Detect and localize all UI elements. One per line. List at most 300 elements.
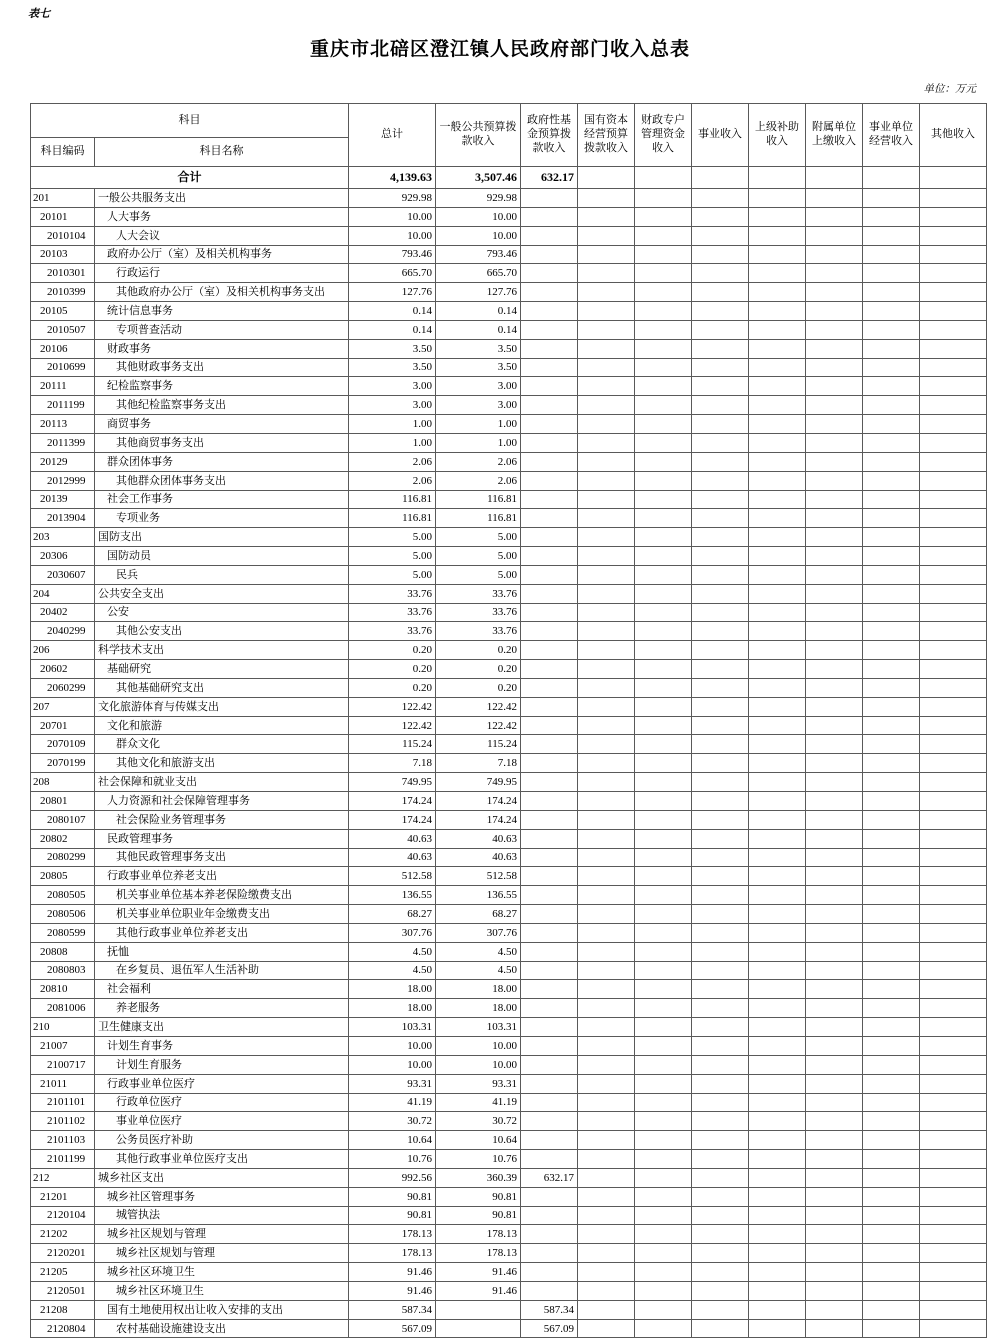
value-cell <box>578 1131 635 1150</box>
value-cell <box>578 1244 635 1263</box>
value-cell <box>635 358 692 377</box>
value-cell <box>749 1319 806 1338</box>
value-cell <box>806 528 863 547</box>
value-cell <box>806 867 863 886</box>
value-cell <box>578 320 635 339</box>
subject-name-cell: 其他群众团体事务支出 <box>95 471 349 490</box>
value-cell <box>863 1319 920 1338</box>
value-cell: 93.31 <box>349 1074 436 1093</box>
table-row <box>31 810 987 829</box>
subject-code-cell: 2070199 <box>31 754 95 773</box>
value-cell <box>692 754 749 773</box>
table-row <box>31 1018 987 1037</box>
table-row <box>31 697 987 716</box>
header-col-other-income: 其他收入 <box>920 104 987 167</box>
header-col-superior-subsidy-income: 上级补助收入 <box>749 104 806 167</box>
table-row <box>31 603 987 622</box>
value-cell: 2.06 <box>349 471 436 490</box>
subject-code-cell: 20306 <box>31 547 95 566</box>
value-cell <box>521 189 578 208</box>
value-cell <box>578 226 635 245</box>
value-cell: 512.58 <box>436 867 521 886</box>
value-cell <box>692 1168 749 1187</box>
table-row <box>31 905 987 924</box>
table-row <box>31 471 987 490</box>
table-row <box>31 207 987 226</box>
value-cell <box>692 641 749 660</box>
value-cell: 1.00 <box>436 415 521 434</box>
value-cell <box>521 302 578 321</box>
subject-code-cell: 203 <box>31 528 95 547</box>
subject-name-cell: 群众团体事务 <box>95 452 349 471</box>
value-cell <box>806 584 863 603</box>
value-cell <box>863 942 920 961</box>
value-cell <box>692 1281 749 1300</box>
value-cell <box>749 773 806 792</box>
subject-code-cell: 2012999 <box>31 471 95 490</box>
subject-code-cell: 20106 <box>31 339 95 358</box>
subject-name-cell: 统计信息事务 <box>95 302 349 321</box>
value-cell <box>692 302 749 321</box>
value-cell <box>749 886 806 905</box>
value-cell: 4,139.63 <box>349 167 436 189</box>
table-row <box>31 377 987 396</box>
value-cell <box>806 603 863 622</box>
value-cell <box>692 810 749 829</box>
value-cell <box>863 999 920 1018</box>
value-cell: 2.06 <box>349 452 436 471</box>
value-cell <box>578 905 635 924</box>
value-cell: 0.20 <box>436 678 521 697</box>
subject-code-cell: 20602 <box>31 660 95 679</box>
value-cell <box>578 415 635 434</box>
value-cell: 10.00 <box>436 207 521 226</box>
value-cell <box>578 678 635 697</box>
value-cell <box>863 622 920 641</box>
value-cell <box>749 320 806 339</box>
value-cell <box>692 678 749 697</box>
value-cell <box>920 320 987 339</box>
value-cell <box>806 490 863 509</box>
subject-name-cell: 城乡社区支出 <box>95 1168 349 1187</box>
value-cell <box>692 905 749 924</box>
subject-name-cell: 其他行政事业单位医疗支出 <box>95 1150 349 1169</box>
value-cell <box>863 923 920 942</box>
value-cell <box>635 1112 692 1131</box>
value-cell <box>920 377 987 396</box>
table-row <box>31 1300 987 1319</box>
value-cell <box>920 886 987 905</box>
value-cell <box>806 1319 863 1338</box>
value-cell: 178.13 <box>436 1244 521 1263</box>
table-row <box>31 433 987 452</box>
value-cell <box>635 961 692 980</box>
value-cell: 307.76 <box>436 923 521 942</box>
value-cell: 4.50 <box>349 942 436 961</box>
grand-total-label: 合计 <box>31 167 349 189</box>
value-cell <box>920 810 987 829</box>
income-table-body <box>31 167 987 1338</box>
value-cell <box>806 1281 863 1300</box>
value-cell <box>749 490 806 509</box>
value-cell <box>692 167 749 189</box>
value-cell <box>863 396 920 415</box>
subject-code-cell: 21202 <box>31 1225 95 1244</box>
table-row <box>31 792 987 811</box>
subject-code-cell: 20801 <box>31 792 95 811</box>
value-cell <box>863 1263 920 1282</box>
value-cell <box>920 1244 987 1263</box>
value-cell <box>749 1281 806 1300</box>
value-cell <box>578 1187 635 1206</box>
value-cell <box>749 1225 806 1244</box>
value-cell <box>749 452 806 471</box>
value-cell <box>578 167 635 189</box>
subject-code-cell: 210 <box>31 1018 95 1037</box>
value-cell: 178.13 <box>436 1225 521 1244</box>
value-cell <box>692 1131 749 1150</box>
subject-code-cell: 2080107 <box>31 810 95 829</box>
value-cell: 91.46 <box>436 1263 521 1282</box>
subject-name-cell: 纪检监察事务 <box>95 377 349 396</box>
value-cell <box>863 509 920 528</box>
subject-name-cell: 人大事务 <box>95 207 349 226</box>
value-cell: 33.76 <box>436 603 521 622</box>
value-cell <box>692 1055 749 1074</box>
value-cell <box>806 189 863 208</box>
value-cell <box>692 509 749 528</box>
table-row <box>31 264 987 283</box>
value-cell <box>806 923 863 942</box>
value-cell <box>806 961 863 980</box>
value-cell <box>806 396 863 415</box>
subject-name-cell: 人力资源和社会保障管理事务 <box>95 792 349 811</box>
value-cell: 10.00 <box>349 226 436 245</box>
value-cell <box>749 1018 806 1037</box>
value-cell <box>749 867 806 886</box>
value-cell: 116.81 <box>436 490 521 509</box>
value-cell <box>578 547 635 566</box>
value-cell: 5.00 <box>349 528 436 547</box>
value-cell <box>920 584 987 603</box>
value-cell <box>806 1187 863 1206</box>
value-cell <box>692 773 749 792</box>
value-cell: 18.00 <box>349 980 436 999</box>
value-cell <box>749 829 806 848</box>
subject-code-cell: 2080299 <box>31 848 95 867</box>
value-cell <box>635 1055 692 1074</box>
value-cell <box>749 792 806 811</box>
value-cell: 4.50 <box>436 942 521 961</box>
value-cell <box>863 641 920 660</box>
value-cell: 3.00 <box>349 377 436 396</box>
value-cell <box>692 584 749 603</box>
value-cell <box>578 1206 635 1225</box>
value-cell: 33.76 <box>349 603 436 622</box>
value-cell <box>635 999 692 1018</box>
value-cell <box>635 339 692 358</box>
value-cell <box>692 283 749 302</box>
table-row <box>31 716 987 735</box>
value-cell <box>521 641 578 660</box>
table-number-label: 表七 <box>28 8 50 20</box>
value-cell <box>920 339 987 358</box>
value-cell <box>920 792 987 811</box>
value-cell <box>635 980 692 999</box>
value-cell <box>863 264 920 283</box>
value-cell <box>806 452 863 471</box>
value-cell: 122.42 <box>436 697 521 716</box>
subject-name-cell: 行政事业单位养老支出 <box>95 867 349 886</box>
subject-code-cell: 2011199 <box>31 396 95 415</box>
table-row <box>31 999 987 1018</box>
subject-code-cell: 206 <box>31 641 95 660</box>
value-cell <box>635 1225 692 1244</box>
value-cell <box>863 452 920 471</box>
value-cell <box>863 905 920 924</box>
value-cell <box>806 1074 863 1093</box>
value-cell <box>863 792 920 811</box>
value-cell <box>578 302 635 321</box>
subject-code-cell: 2010104 <box>31 226 95 245</box>
table-row <box>31 565 987 584</box>
value-cell: 307.76 <box>349 923 436 942</box>
value-cell <box>749 1112 806 1131</box>
value-cell <box>578 961 635 980</box>
value-cell <box>806 792 863 811</box>
value-cell <box>521 848 578 867</box>
value-cell: 40.63 <box>349 848 436 867</box>
value-cell <box>863 660 920 679</box>
value-cell: 116.81 <box>349 509 436 528</box>
subject-code-cell: 2120804 <box>31 1319 95 1338</box>
subject-name-cell: 文化旅游体育与传媒支出 <box>95 697 349 716</box>
value-cell <box>749 415 806 434</box>
value-cell: 749.95 <box>349 773 436 792</box>
grand-total-row <box>31 167 987 189</box>
value-cell <box>692 923 749 942</box>
value-cell <box>863 226 920 245</box>
subject-code-cell: 2010399 <box>31 283 95 302</box>
value-cell <box>749 942 806 961</box>
value-cell <box>521 1074 578 1093</box>
value-cell: 3.50 <box>436 339 521 358</box>
value-cell <box>863 1150 920 1169</box>
value-cell <box>521 905 578 924</box>
value-cell <box>635 377 692 396</box>
value-cell: 512.58 <box>349 867 436 886</box>
table-row <box>31 1187 987 1206</box>
value-cell <box>920 358 987 377</box>
subject-code-cell: 2060299 <box>31 678 95 697</box>
value-cell <box>521 358 578 377</box>
value-cell <box>521 320 578 339</box>
subject-name-cell: 其他政府办公厅（室）及相关机构事务支出 <box>95 283 349 302</box>
value-cell <box>521 1131 578 1150</box>
value-cell <box>692 848 749 867</box>
value-cell <box>920 226 987 245</box>
value-cell <box>806 1168 863 1187</box>
value-cell <box>578 509 635 528</box>
value-cell <box>749 660 806 679</box>
value-cell <box>521 245 578 264</box>
value-cell <box>806 622 863 641</box>
value-cell <box>578 339 635 358</box>
value-cell <box>521 264 578 283</box>
value-cell <box>521 283 578 302</box>
value-cell <box>806 245 863 264</box>
value-cell <box>521 528 578 547</box>
value-cell <box>749 245 806 264</box>
value-cell <box>749 226 806 245</box>
value-cell <box>578 1055 635 1074</box>
value-cell <box>749 622 806 641</box>
value-cell: 2.06 <box>436 452 521 471</box>
value-cell <box>578 603 635 622</box>
value-cell: 632.17 <box>521 167 578 189</box>
value-cell <box>692 942 749 961</box>
table-row <box>31 1206 987 1225</box>
value-cell <box>920 264 987 283</box>
header-col-business-income: 事业收入 <box>692 104 749 167</box>
value-cell: 91.46 <box>436 1281 521 1300</box>
value-cell <box>521 377 578 396</box>
value-cell <box>806 358 863 377</box>
value-cell <box>806 1225 863 1244</box>
value-cell <box>806 415 863 434</box>
table-row <box>31 735 987 754</box>
subject-name-cell: 民政管理事务 <box>95 829 349 848</box>
value-cell <box>521 754 578 773</box>
value-cell <box>863 848 920 867</box>
table-header <box>31 104 987 167</box>
value-cell: 115.24 <box>436 735 521 754</box>
table-row <box>31 339 987 358</box>
value-cell <box>635 302 692 321</box>
value-cell <box>578 697 635 716</box>
value-cell <box>692 1206 749 1225</box>
value-cell <box>863 490 920 509</box>
value-cell <box>635 1036 692 1055</box>
subject-code-cell: 20139 <box>31 490 95 509</box>
value-cell <box>521 716 578 735</box>
value-cell: 122.42 <box>436 716 521 735</box>
header-subject-code: 科目编码 <box>31 138 95 167</box>
value-cell <box>635 1281 692 1300</box>
value-cell <box>749 1074 806 1093</box>
value-cell: 40.63 <box>436 829 521 848</box>
value-cell: 40.63 <box>436 848 521 867</box>
value-cell <box>521 792 578 811</box>
header-col-gov-fund-income: 政府性基金预算拨款收入 <box>521 104 578 167</box>
value-cell <box>692 1263 749 1282</box>
subject-code-cell: 20101 <box>31 207 95 226</box>
value-cell <box>749 603 806 622</box>
subject-name-cell: 财政事务 <box>95 339 349 358</box>
value-cell: 567.09 <box>521 1319 578 1338</box>
table-row <box>31 490 987 509</box>
subject-name-cell: 在乡复员、退伍军人生活补助 <box>95 961 349 980</box>
value-cell <box>749 189 806 208</box>
value-cell <box>635 584 692 603</box>
value-cell <box>578 1036 635 1055</box>
subject-name-cell: 城管执法 <box>95 1206 349 1225</box>
subject-code-cell: 20805 <box>31 867 95 886</box>
value-cell: 178.13 <box>349 1244 436 1263</box>
subject-name-cell: 城乡社区规划与管理 <box>95 1244 349 1263</box>
header-col-operating-income: 事业单位经营收入 <box>863 104 920 167</box>
value-cell <box>578 942 635 961</box>
value-cell <box>692 565 749 584</box>
value-cell <box>521 980 578 999</box>
value-cell <box>635 1093 692 1112</box>
table-row <box>31 773 987 792</box>
value-cell <box>863 302 920 321</box>
value-cell <box>920 547 987 566</box>
subject-code-cell: 2013904 <box>31 509 95 528</box>
value-cell: 90.81 <box>436 1206 521 1225</box>
value-cell <box>578 490 635 509</box>
value-cell <box>806 678 863 697</box>
value-cell <box>749 584 806 603</box>
value-cell <box>749 471 806 490</box>
value-cell <box>692 660 749 679</box>
table-row <box>31 754 987 773</box>
value-cell <box>920 1319 987 1338</box>
value-cell <box>578 264 635 283</box>
value-cell <box>749 716 806 735</box>
value-cell: 91.46 <box>349 1281 436 1300</box>
value-cell <box>692 999 749 1018</box>
header-subject-name: 科目名称 <box>95 138 349 167</box>
value-cell <box>920 660 987 679</box>
value-cell <box>749 905 806 924</box>
value-cell <box>521 923 578 942</box>
value-cell: 7.18 <box>349 754 436 773</box>
value-cell <box>635 716 692 735</box>
value-cell <box>692 471 749 490</box>
value-cell <box>578 622 635 641</box>
value-cell <box>863 773 920 792</box>
value-cell: 136.55 <box>349 886 436 905</box>
value-cell <box>749 377 806 396</box>
value-cell: 10.76 <box>349 1150 436 1169</box>
value-cell <box>920 942 987 961</box>
value-cell <box>920 867 987 886</box>
value-cell <box>635 848 692 867</box>
subject-name-cell: 社会保险业务管理事务 <box>95 810 349 829</box>
value-cell <box>920 1281 987 1300</box>
value-cell: 1.00 <box>349 415 436 434</box>
value-cell <box>635 245 692 264</box>
subject-name-cell: 公共安全支出 <box>95 584 349 603</box>
value-cell: 10.00 <box>349 1036 436 1055</box>
value-cell <box>863 1074 920 1093</box>
value-cell <box>920 1225 987 1244</box>
value-cell: 3.50 <box>436 358 521 377</box>
table-row <box>31 226 987 245</box>
value-cell: 68.27 <box>436 905 521 924</box>
value-cell <box>920 433 987 452</box>
value-cell <box>920 848 987 867</box>
value-cell <box>635 490 692 509</box>
value-cell <box>635 207 692 226</box>
value-cell <box>920 167 987 189</box>
value-cell <box>920 1131 987 1150</box>
value-cell <box>749 961 806 980</box>
subject-code-cell: 21208 <box>31 1300 95 1319</box>
value-cell <box>806 905 863 924</box>
